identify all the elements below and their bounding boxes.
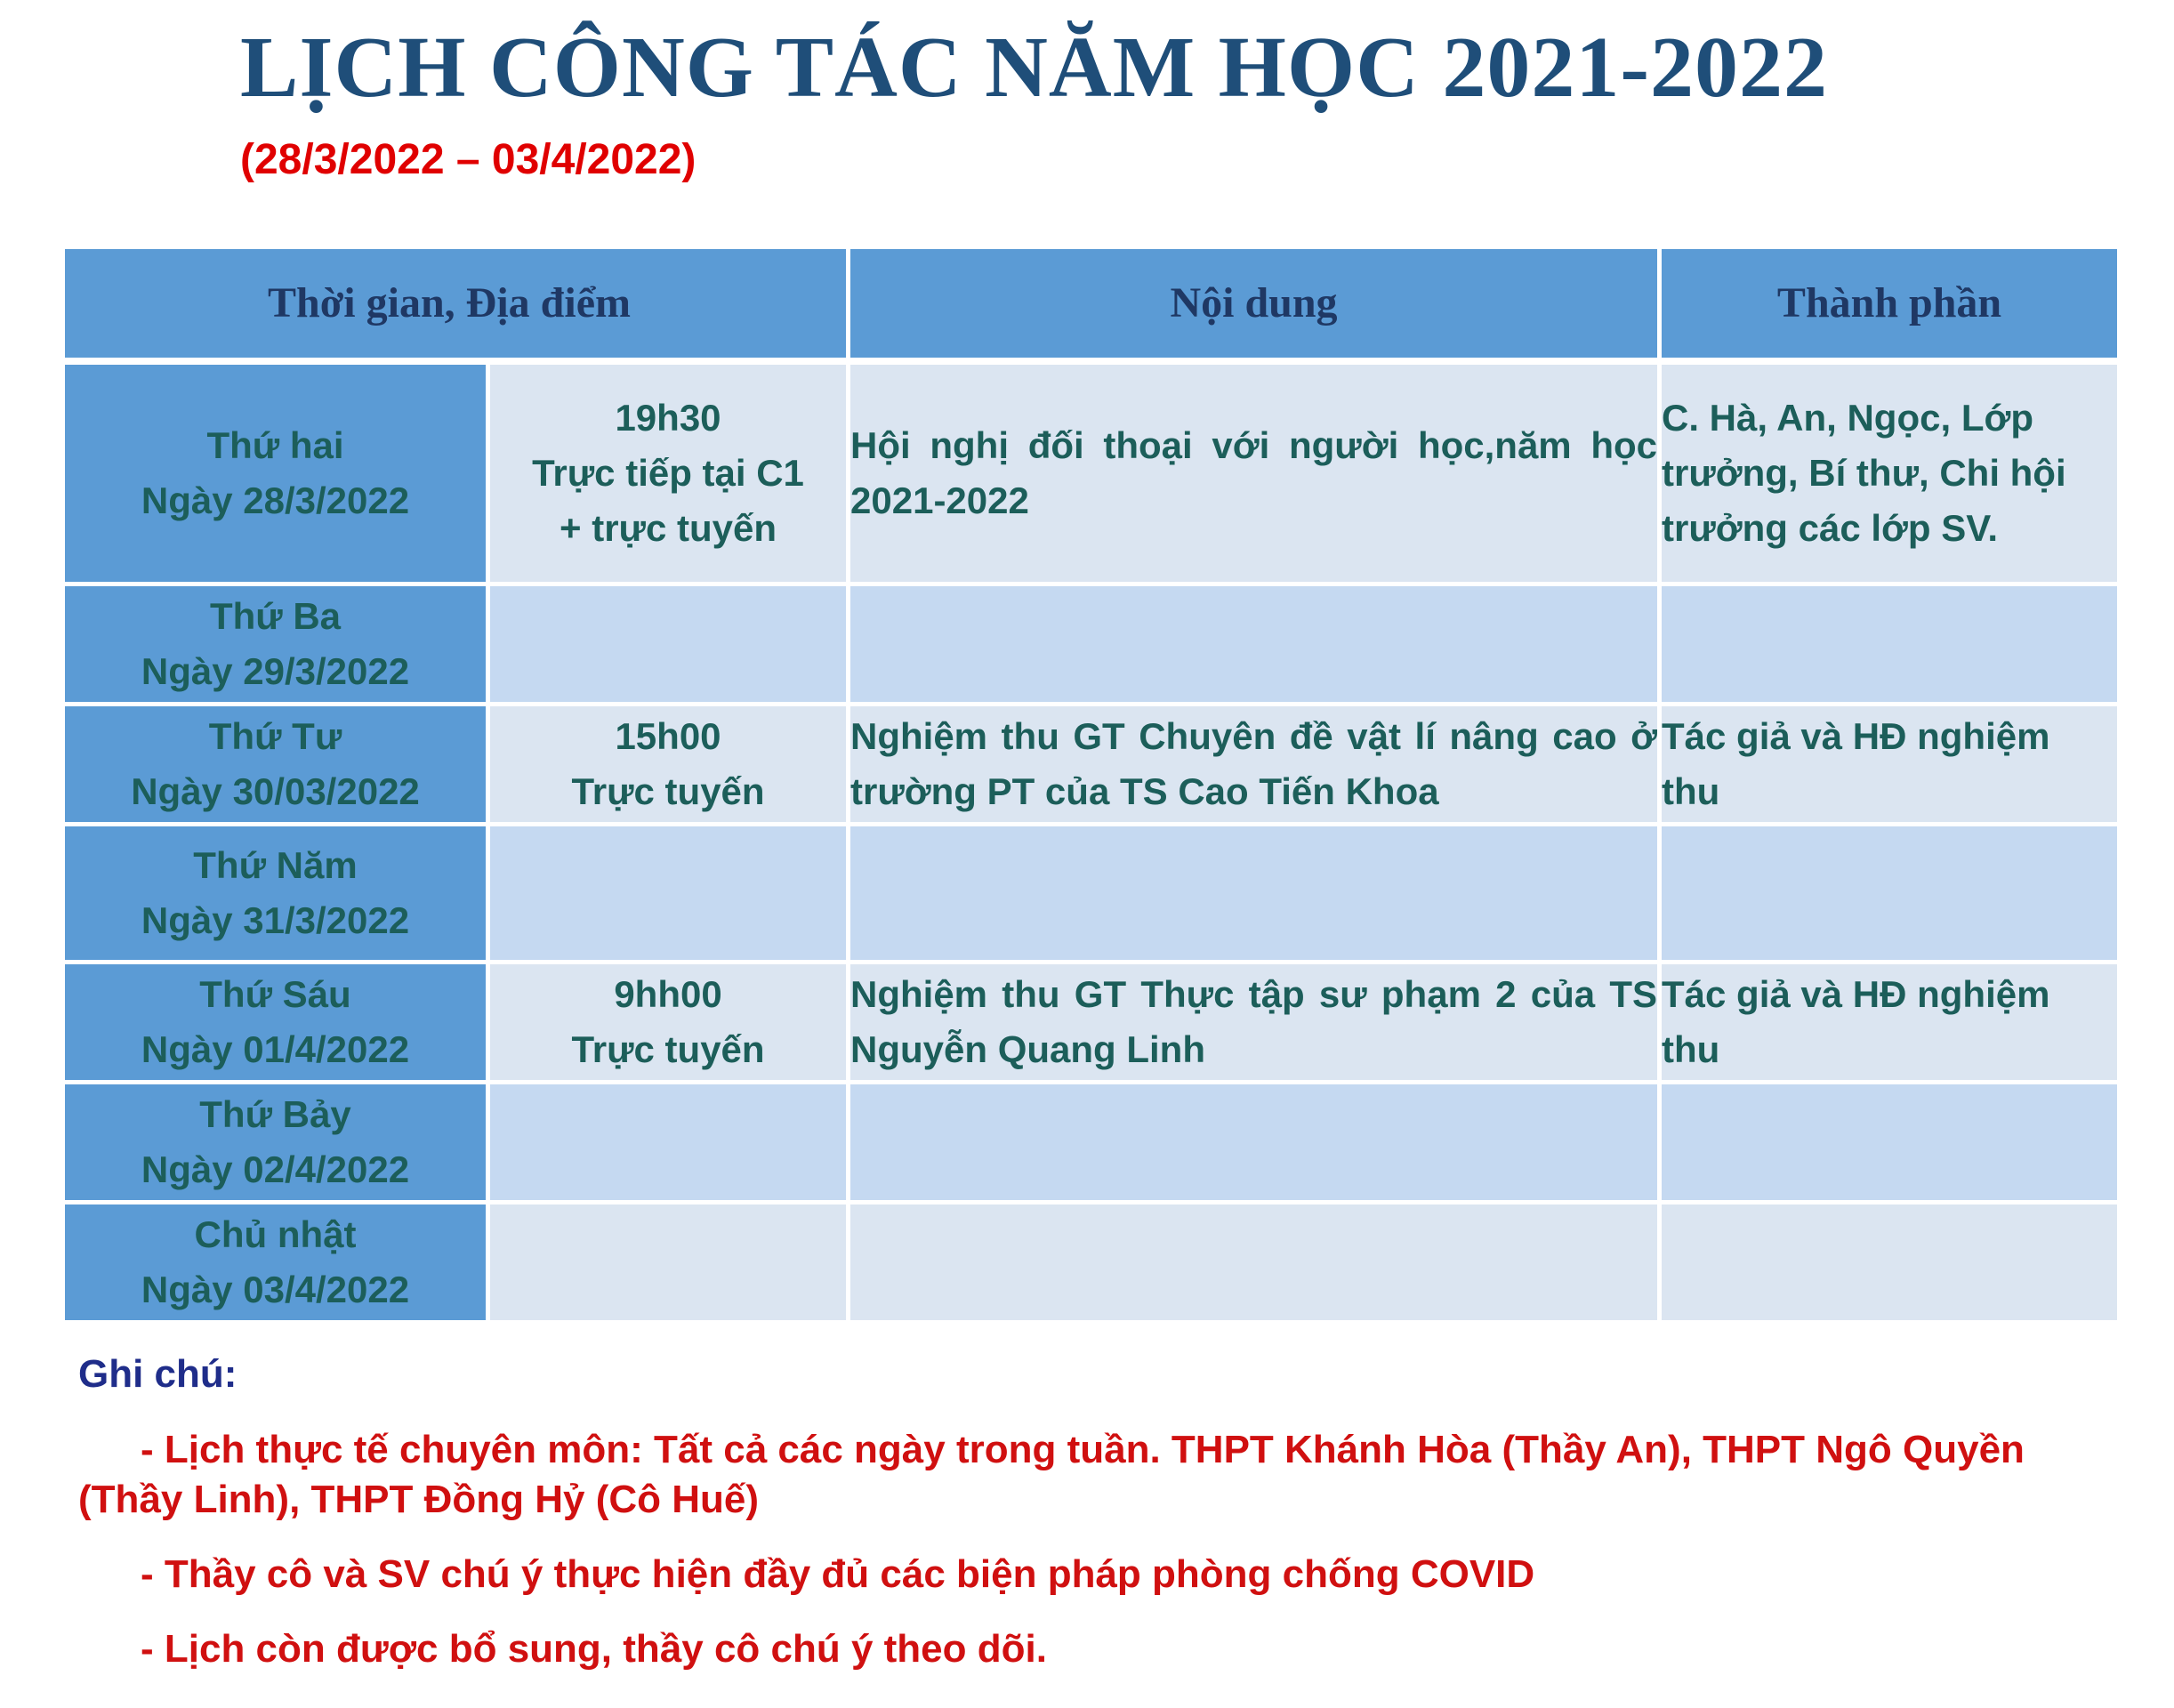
note-item: - Lịch thực tế chuyên môn: Tất cả các ngày trong tuần. THPT Khánh Hòa (Thầy An), THPT Ngô Quyền (Thầy Linh), THPT Đồng Hỷ (Cô Huế) [78, 1428, 2025, 1521]
time-place-cell [488, 824, 849, 962]
table-row [63, 584, 2120, 704]
participants-cell [1660, 824, 2120, 962]
time-place-line: 9hh00 [614, 972, 722, 1015]
time-place-line: 15h00 [615, 714, 721, 757]
day-cell [63, 1082, 488, 1202]
day-cell [63, 361, 488, 584]
time-place-cell [488, 962, 849, 1082]
time-place-cell [488, 704, 849, 824]
time-place-cell [488, 361, 849, 584]
time-place-cell [488, 584, 849, 704]
day-cell [63, 704, 488, 824]
time-place-line: Trực tuyến [571, 1027, 765, 1070]
weekday-label: Thứ hai [206, 423, 344, 466]
date-label: Ngày 30/03/2022 [131, 769, 420, 812]
time-place-cell [488, 1202, 849, 1322]
notes-heading: Ghi chú: [78, 1352, 238, 1396]
date-label: Ngày 03/4/2022 [141, 1268, 410, 1310]
header-participants: Thành phần [1660, 247, 2120, 362]
participants-cell [1660, 1202, 2120, 1322]
time-place-cell [488, 1082, 849, 1202]
table-row [63, 824, 2120, 962]
content-cell [849, 824, 1660, 962]
table-row [63, 1082, 2120, 1202]
table-row [63, 361, 2120, 584]
weekday-label: Thứ Năm [193, 843, 358, 886]
table-header-row [63, 247, 2120, 362]
table-row [63, 1202, 2120, 1322]
weekday-label: Thứ Tư [208, 714, 342, 757]
time-place-line: Trực tuyến [571, 769, 765, 812]
content-cell [849, 1202, 1660, 1322]
time-place-line: Trực tiếp tại C1 [532, 451, 804, 494]
day-cell [63, 962, 488, 1082]
header-time-place: Thời gian, Địa điểm [63, 247, 849, 362]
weekday-label: Thứ Ba [209, 594, 342, 637]
note-item: - Thầy cô và SV chú ý thực hiện đầy đủ các biện pháp phòng chống COVID [141, 1552, 1535, 1596]
content-cell [849, 1082, 1660, 1202]
content-cell: Nghiệm thu GT Thực tập sư phạm 2 của TS Nguyễn Quang Linh [849, 962, 1660, 1082]
table-row [63, 962, 2120, 1082]
participants-cell: Tác giả và HĐ nghiệm thu [1660, 962, 2120, 1082]
day-cell [63, 824, 488, 962]
time-place-line: + trực tuyến [560, 506, 777, 549]
header-content: Nội dung [849, 247, 1660, 362]
date-label: Ngày 02/4/2022 [141, 1148, 410, 1190]
date-label: Ngày 01/4/2022 [141, 1027, 410, 1070]
participants-cell [1660, 1082, 2120, 1202]
date-label: Ngày 31/3/2022 [141, 898, 410, 941]
participants-cell [1660, 584, 2120, 704]
table-row [63, 704, 2120, 824]
note-item: - Lịch còn được bổ sung, thầy cô chú ý theo dõi. [141, 1627, 1047, 1671]
content-cell: Nghiệm thu GT Chuyên đề vật lí nâng cao ở trường PT của TS Cao Tiến Khoa [849, 704, 1660, 824]
weekday-label: Thứ Bảy [199, 1092, 351, 1135]
date-label: Ngày 29/3/2022 [141, 649, 410, 692]
notes-section [78, 1352, 2124, 1699]
weekday-label: Thứ Sáu [199, 972, 351, 1015]
day-cell [63, 1202, 488, 1322]
participants-cell: Tác giả và HĐ nghiệm thu [1660, 704, 2120, 824]
content-cell: Hội nghị đối thoại với người học,năm học 2021-2022 [849, 361, 1660, 584]
weekday-label: Chủ nhật [194, 1213, 357, 1255]
participants-cell: C. Hà, An, Ngọc, Lớp trưởng, Bí thư, Chi hội trưởng các lớp SV. [1660, 361, 2120, 584]
date-range: (28/3/2022 – 03/4/2022) [240, 136, 696, 183]
schedule-body [63, 361, 2120, 1322]
time-place-line: 19h30 [615, 396, 721, 439]
day-cell [63, 584, 488, 704]
schedule-table [60, 245, 2122, 1325]
content-cell [849, 584, 1660, 704]
page-title: LỊCH CÔNG TÁC NĂM HỌC 2021-2022 [240, 20, 1829, 116]
date-label: Ngày 28/3/2022 [141, 479, 410, 521]
